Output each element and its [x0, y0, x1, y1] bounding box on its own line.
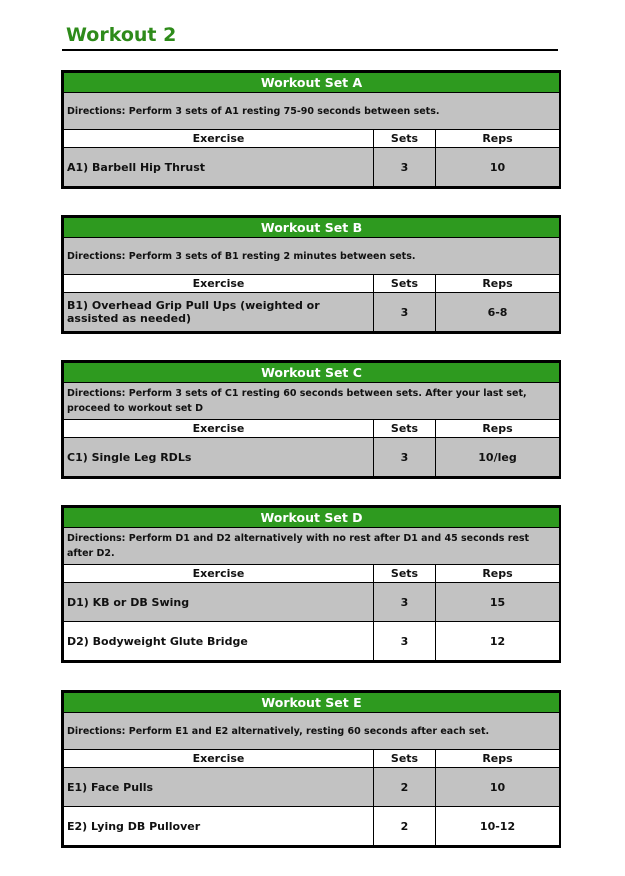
reps-cell: 10/leg — [436, 438, 560, 477]
table-row — [64, 807, 560, 846]
reps-cell: 15 — [436, 583, 560, 622]
table-row — [64, 768, 560, 807]
set-header: Workout Set E — [64, 693, 560, 713]
set-header: Workout Set A — [64, 73, 560, 93]
column-header-reps: Reps — [436, 420, 560, 438]
column-header-exercise: Exercise — [64, 420, 374, 438]
set-directions: Directions: Perform 3 sets of C1 resting 60 seconds between sets. After your last set, proceed to workout set D — [64, 383, 560, 420]
reps-cell: 6-8 — [436, 293, 560, 332]
column-header-reps: Reps — [436, 275, 560, 293]
column-header-exercise: Exercise — [64, 130, 374, 148]
sets-cell: 3 — [374, 622, 436, 661]
column-header-reps: Reps — [436, 130, 560, 148]
exercise-cell: E2) Lying DB Pullover — [64, 807, 374, 846]
exercise-cell: B1) Overhead Grip Pull Ups (weighted or assisted as needed) — [64, 293, 374, 332]
exercise-cell: E1) Face Pulls — [64, 768, 374, 807]
title-divider — [62, 49, 558, 51]
column-header-exercise: Exercise — [64, 565, 374, 583]
column-header-exercise: Exercise — [64, 750, 374, 768]
column-header-sets: Sets — [374, 275, 436, 293]
sets-cell: 2 — [374, 768, 436, 807]
exercise-cell: D1) KB or DB Swing — [64, 583, 374, 622]
set-header: Workout Set B — [64, 218, 560, 238]
column-header-sets: Sets — [374, 565, 436, 583]
sets-cell: 3 — [374, 148, 436, 187]
sets-cell: 3 — [374, 293, 436, 332]
table-row — [64, 293, 560, 332]
workout-set-b — [61, 215, 561, 334]
exercise-cell: C1) Single Leg RDLs — [64, 438, 374, 477]
set-header: Workout Set D — [64, 508, 560, 528]
workout-set-e — [61, 690, 561, 848]
column-header-reps: Reps — [436, 750, 560, 768]
table-row — [64, 148, 560, 187]
set-directions: Directions: Perform 3 sets of A1 resting 75-90 seconds between sets. — [64, 93, 560, 130]
table-row — [64, 438, 560, 477]
sets-cell: 3 — [374, 438, 436, 477]
page-title: Workout 2 — [66, 24, 177, 46]
sets-cell: 3 — [374, 583, 436, 622]
column-header-exercise: Exercise — [64, 275, 374, 293]
reps-cell: 10 — [436, 148, 560, 187]
reps-cell: 10-12 — [436, 807, 560, 846]
exercise-cell: A1) Barbell Hip Thrust — [64, 148, 374, 187]
column-header-sets: Sets — [374, 130, 436, 148]
column-header-reps: Reps — [436, 565, 560, 583]
set-directions: Directions: Perform 3 sets of B1 resting 2 minutes between sets. — [64, 238, 560, 275]
set-directions: Directions: Perform D1 and D2 alternatively with no rest after D1 and 45 seconds rest after D2. — [64, 528, 560, 565]
set-directions: Directions: Perform E1 and E2 alternatively, resting 60 seconds after each set. — [64, 713, 560, 750]
sets-cell: 2 — [374, 807, 436, 846]
workout-set-a — [61, 70, 561, 189]
reps-cell: 10 — [436, 768, 560, 807]
set-header: Workout Set C — [64, 363, 560, 383]
column-header-sets: Sets — [374, 750, 436, 768]
exercise-cell: D2) Bodyweight Glute Bridge — [64, 622, 374, 661]
table-row — [64, 583, 560, 622]
reps-cell: 12 — [436, 622, 560, 661]
workout-set-c — [61, 360, 561, 479]
workout-set-d — [61, 505, 561, 663]
column-header-sets: Sets — [374, 420, 436, 438]
table-row — [64, 622, 560, 661]
